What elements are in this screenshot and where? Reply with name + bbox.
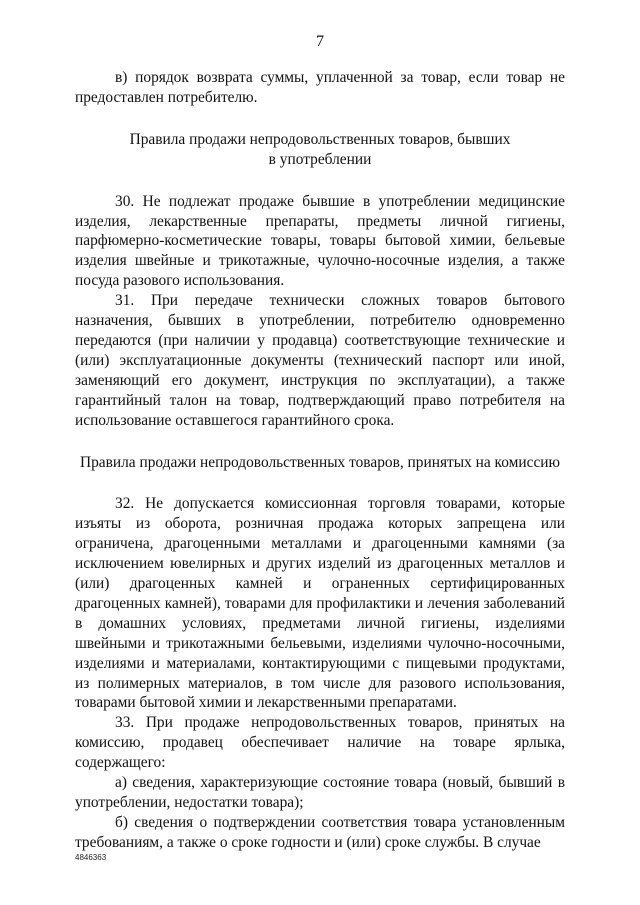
heading-line-1: Правила продажи непродовольственных товаров, бывших bbox=[129, 130, 511, 148]
paragraph-33-a: а) сведения, характеризующие состояние товара (новый, бывший в употреблении, недостатки товара); bbox=[75, 774, 565, 811]
paragraph-33: 33. При продаже непродовольственных товаров, принятых на комиссию, продавец обеспечивает наличие на товаре ярлыка, содержащего: bbox=[75, 714, 565, 772]
heading-line-2: в употреблении bbox=[268, 150, 372, 168]
paragraph-32: 32. Не допускается комиссионная торговля товарами, которые изъяты из оборота, розничная продажа которых запрещена или ограничена, драгоценными металлами и драгоценными камнями (за исключением ювелирных и других изделий из драгоценных металлов и (или) драгоценных камней и ограненных сертифицированных драгоценных камней), товарами для профилактики и лечения заболеваний в домашних условиях, предметами личной гигиены, изделиями швейными и трикотажными бельевыми, изделиями чулочно-носочными, изделиями и материалами, контактирующими с пищевыми продуктами, из полимерных материалов, в том числе для разового использования, товарами бытовой химии и лекарственными препаратами. bbox=[75, 495, 565, 712]
paragraph-30: 30. Не подлежат продаже бывшие в употреблении медицинские изделия, лекарственные препараты, предметы личной гигиены, парфюмерно-косметические товары, товары бытовой химии, бельевые изделия швейные и трикотажные, чулочно-носочные изделия, а также посуда разового использования. bbox=[75, 192, 565, 290]
section-heading-used-goods bbox=[75, 130, 565, 170]
document-body bbox=[75, 68, 565, 853]
page-number: 7 bbox=[316, 33, 324, 50]
paragraph-refund-order: в) порядок возврата суммы, уплаченной за товар, если товар не предоставлен потребителю. bbox=[75, 69, 565, 106]
paragraph-33-b: б) сведения о подтверждении соответствия товара установленным требованиям, а также о сроке годности и (или) сроке службы. В случае bbox=[75, 813, 565, 851]
section-heading-commission-goods: Правила продажи непродовольственных товаров, принятых на комиссию bbox=[79, 453, 561, 471]
paragraph-31: 31. При передаче технически сложных товаров бытового назначения, бывших в употреблении, потребителю одновременно передаются (при наличии у продавца) соответствующие технические и (или) эксплуатационные документы (технический паспорт или иной, заменяющий его документ, инструкция по эксплуатации), а также гарантийный талон на товар, подтверждающий право потребителя на использование оставшегося гарантийного срока. bbox=[75, 292, 565, 429]
document-code: 4846363 bbox=[75, 853, 107, 862]
